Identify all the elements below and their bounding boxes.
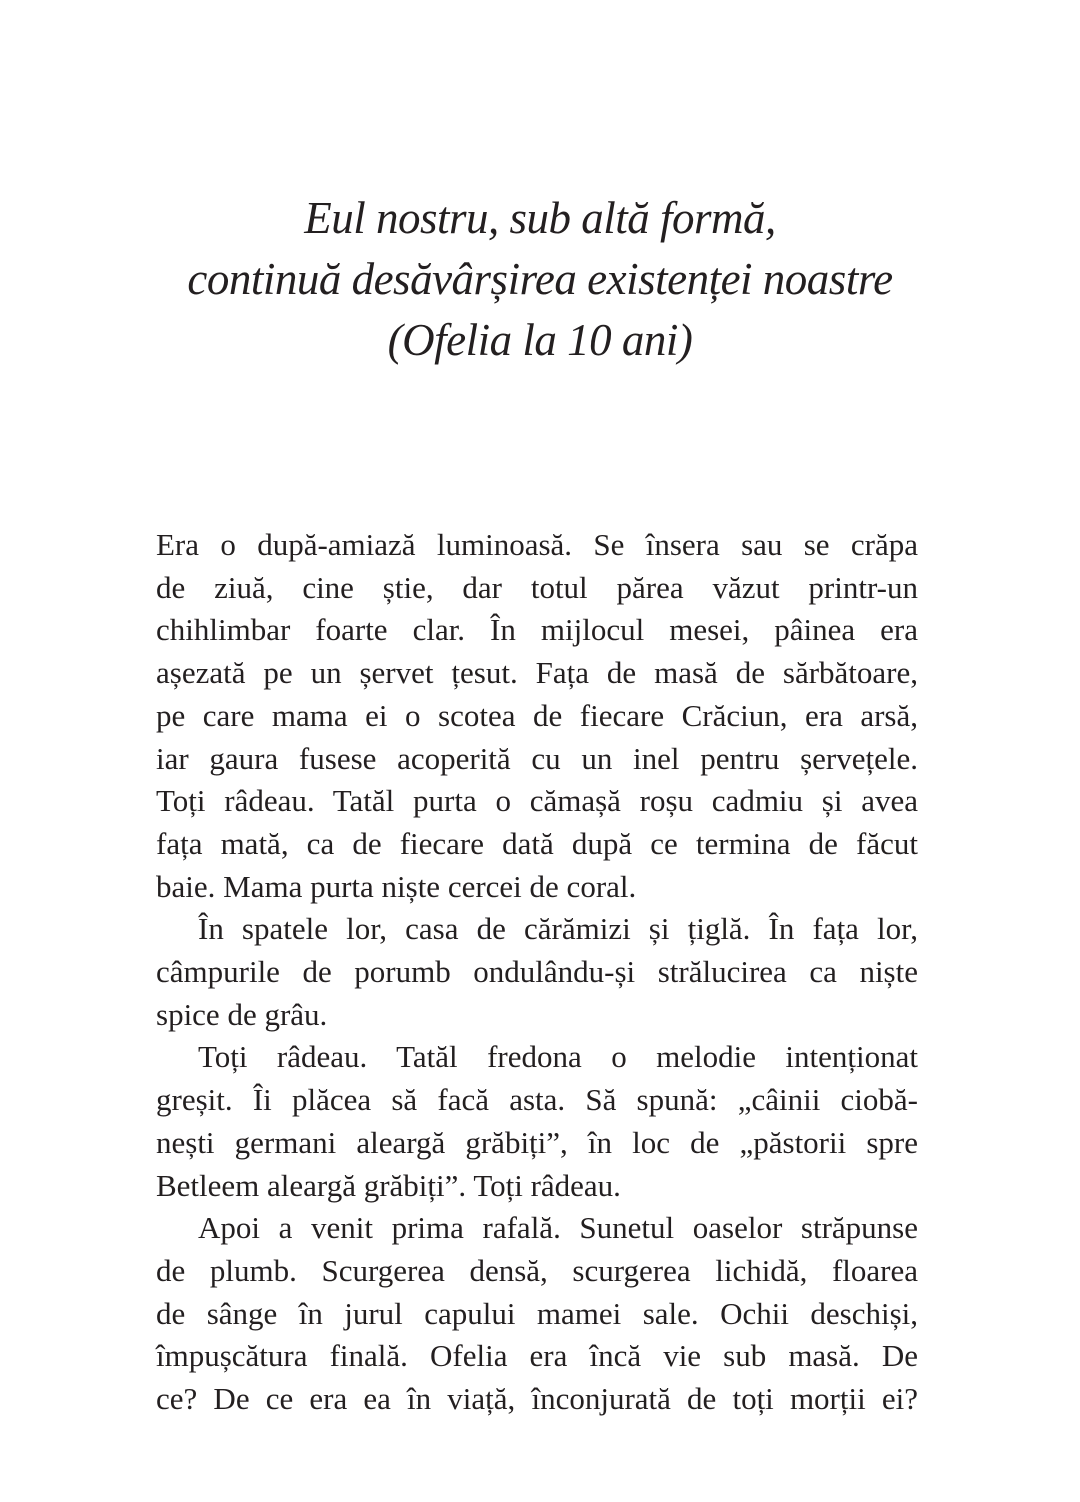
chapter-subtitle: (Ofelia la 10 ani) <box>387 315 693 365</box>
text-line: pe care mama ei o scotea de fiecare Crăciun, era arsă, <box>156 697 918 733</box>
text-line: Toți râdeau. Tatăl purta o cămașă roșu cadmiu și avea <box>156 783 918 819</box>
paragraph-4 <box>156 1207 918 1421</box>
text-line: împușcătura finală. Ofelia era încă vie sub masă. De <box>156 1338 918 1374</box>
text-line: baie. Mama purta niște cercei de coral. <box>156 868 637 904</box>
text-line: câmpurile de porumb ondulându-și strălucirea ca niște <box>156 954 918 990</box>
chapter-title-line-2: continuă desăvârșirea existenței noastre <box>187 254 893 304</box>
chapter-body <box>156 524 918 1421</box>
text-line: Toți râdeau. Tatăl fredona o melodie intenționat <box>198 1039 918 1075</box>
text-line: nești germani aleargă grăbiți”, în loc de „păstorii spre <box>156 1124 918 1160</box>
text-line: așezată pe un șervet țesut. Fața de masă de sărbătoare, <box>156 655 918 691</box>
chapter-heading <box>0 188 1080 371</box>
chapter-title-line-1: Eul nostru, sub altă formă, <box>304 193 776 243</box>
text-line: de plumb. Scurgerea densă, scurgerea lichidă, floarea <box>156 1252 918 1288</box>
text-line: de sânge în jurul capului mamei sale. Ochii deschiși, <box>156 1295 918 1331</box>
text-line: ce? De ce era ea în viață, înconjurată de toți morții ei? <box>156 1381 918 1417</box>
text-line: spice de grâu. <box>156 996 328 1032</box>
text-line: iar gaura fusese acoperită cu un inel pentru șervețele. <box>156 740 918 776</box>
text-line: Era o după-amiază luminoasă. Se însera sau se crăpa <box>156 527 918 562</box>
paragraph-3 <box>156 1036 918 1207</box>
text-line: fața mată, ca de fiecare dată după ce termina de făcut <box>156 825 918 861</box>
paragraph-2 <box>156 908 918 1036</box>
text-line: În spatele lor, casa de cărămizi și țiglă. În fața lor, <box>198 911 918 947</box>
text-line: chihlimbar foarte clar. În mijlocul mesei, pâinea era <box>156 612 918 648</box>
text-line: Betleem aleargă grăbiți”. Toți râdeau. <box>156 1167 621 1203</box>
text-line: greșit. Îi plăcea să facă asta. Să spună: „câinii ciobă- <box>156 1082 918 1118</box>
text-line: de ziuă, cine știe, dar totul părea văzut printr-un <box>156 569 918 605</box>
text-line: Apoi a venit prima rafală. Sunetul oaselor străpunse <box>198 1210 918 1246</box>
paragraph-1 <box>156 524 918 908</box>
